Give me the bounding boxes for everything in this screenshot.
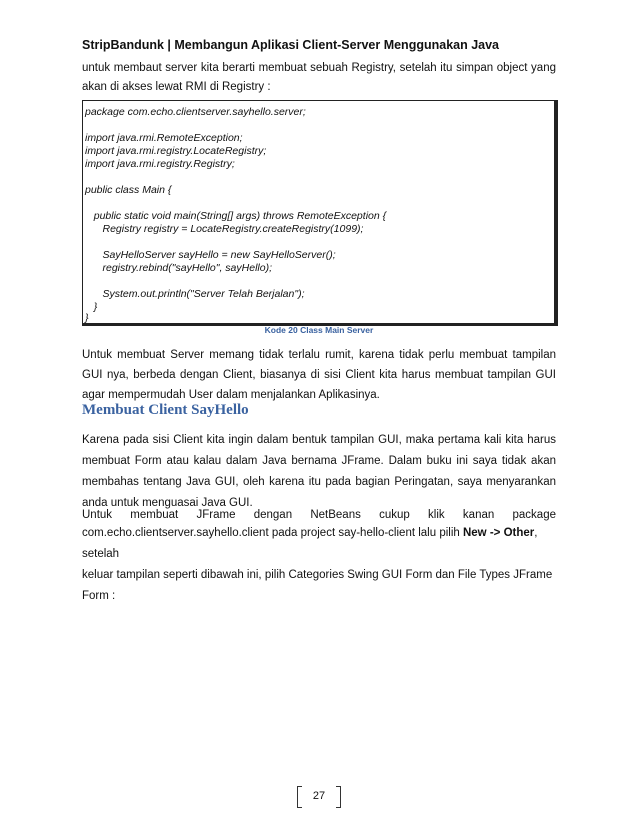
code-listing [82, 100, 558, 326]
code-line: SayHelloServer sayHello = new SayHelloServer(); [85, 249, 336, 261]
client-gui-paragraph: Karena pada sisi Client kita ingin dalam bentuk tampilan GUI, maka pertama kali kita harus membuat Form atau kalau dalam Java bernama JFrame. Dalam buku ini saya tidak akan membahas tentang Java GUI, oleh karena itu pada bagian Peringatan, saya menyarankan anda untuk menguasai Java GUI. [82, 434, 556, 509]
page-number [297, 786, 341, 808]
page-number-text: 27 [312, 790, 326, 802]
section-heading: Membuat Client SayHello [82, 402, 249, 418]
word: membuat [130, 509, 179, 521]
word: dengan [253, 509, 293, 521]
text-segment: , setelah [82, 527, 538, 560]
code-caption: Kode 20 Class Main Server [264, 325, 374, 335]
intro-paragraph: untuk membaut server kita berarti membuat sebuah Registry, setelah itu simpan object yang akan di akses lewat RMI di Registry : [82, 62, 556, 93]
text-segment: keluar tampilan seperti dibawah ini, pilih Categories Swing GUI Form dan File Types JFrame Form : [82, 569, 553, 602]
word: package [512, 509, 556, 521]
server-paragraph: Untuk membuat Server memang tidak terlalu rumit, karena tidak perlu membuat tampilan GUI nya, berbeda dengan Client, biasanya di sisi Client kita harus membuat tampilan GUI agar mempermudah User dalam menjalankan Aplikasinya. [82, 349, 556, 401]
code-line: System.out.println("Server Telah Berjalan"); [85, 288, 305, 300]
code-line: registry.rebind("sayHello", sayHello); [85, 262, 272, 274]
code-line: package com.echo.clientserver.sayhello.server; [85, 106, 306, 118]
word: Untuk [82, 509, 113, 521]
code-line: import java.rmi.registry.Registry; [85, 158, 235, 170]
word: cukup [379, 509, 410, 521]
jframe-paragraph-first-line [82, 509, 556, 521]
running-header: StripBandunk | Membangun Aplikasi Client-Server Menggunakan Java [82, 38, 500, 52]
right-bracket [336, 786, 341, 808]
code-line: public static void main(String[] args) throws RemoteException { [85, 210, 387, 222]
menu-path-emphasis: New -> Other [462, 527, 535, 539]
code-line: Registry registry = LocateRegistry.createRegistry(1099); [85, 223, 364, 235]
code-line: } [85, 312, 89, 324]
code-line: public class Main { [85, 184, 172, 196]
code-line: } [85, 301, 98, 313]
word: JFrame [196, 509, 236, 521]
word: klik [428, 509, 445, 521]
code-line: import java.rmi.RemoteException; [85, 132, 243, 144]
word: NetBeans [310, 509, 361, 521]
word: kanan [462, 509, 495, 521]
text-segment: com.echo.clientserver.sayhello.client pada project say-hello-client lalu pilih [82, 527, 463, 539]
jframe-paragraph-rest [82, 523, 562, 607]
code-line: import java.rmi.registry.LocateRegistry; [85, 145, 267, 157]
